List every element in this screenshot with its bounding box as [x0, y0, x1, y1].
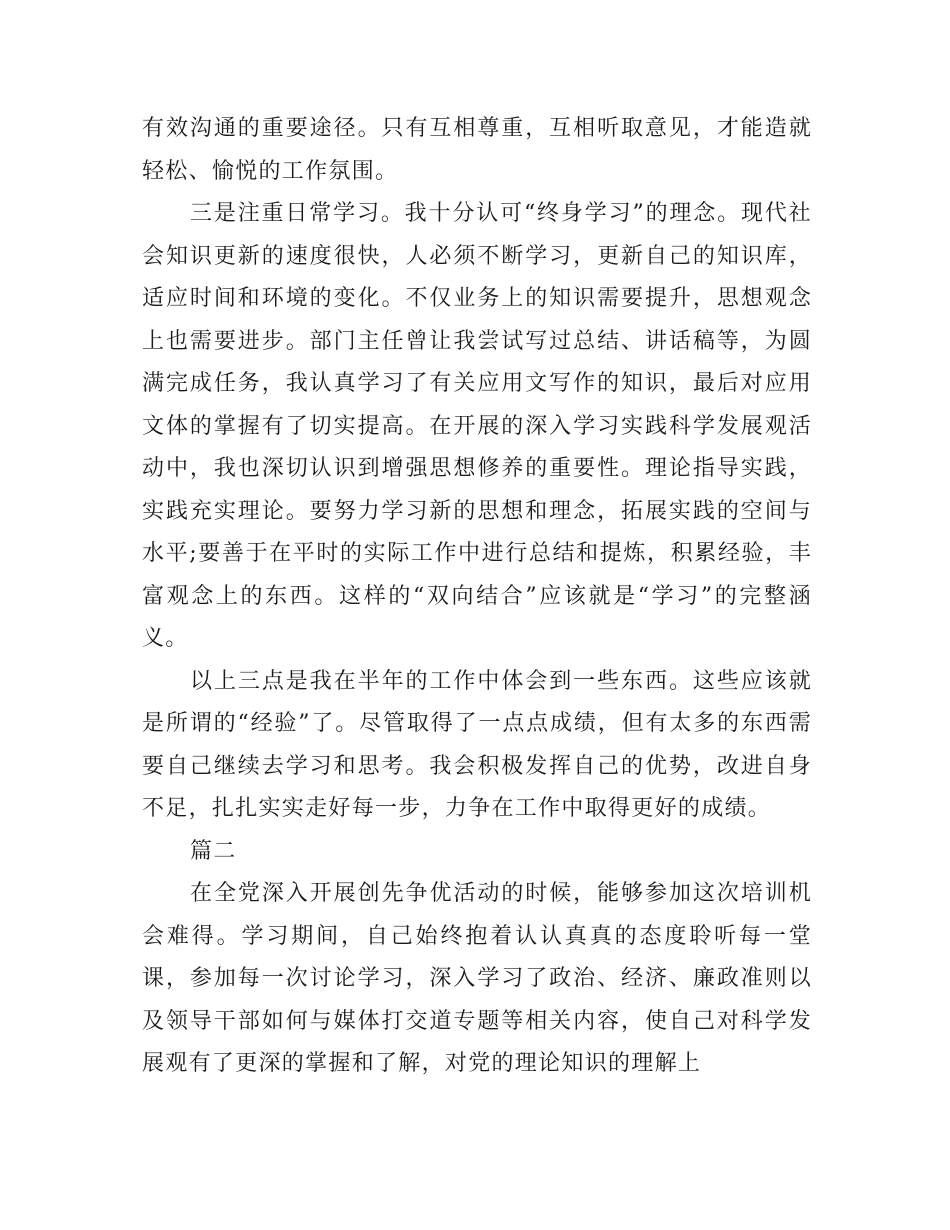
paragraph-daily-learning: 三是注重日常学习。我十分认可“终身学习”的理念。现代社会知识更新的速度很快，人必须不断学习，更新自己的知识库，适应时间和环境的变化。不仅业务上的知识需要提升，思想观念上也需要进步。部门主任曾让我尝试写过总结、讲话稿等，为圆满完成任务，我认真学习了有关应用文写作的知识，最后对应用文体的掌握有了切实提高。在开展的深入学习实践科学发展观活动中，我也深切认识到增强思想修养的重要性。理论指导实践，实践充实理论。要努力学习新的思想和理念，拓展实践的空间与水平;要善于在平时的实际工作中进行总结和提炼，积累经验，丰富观念上的东西。这样的“双向结合”应该就是“学习”的完整涵义。: [142, 201, 812, 651]
document-body: [142, 108, 812, 1086]
paragraph-continuation: 有效沟通的重要途径。只有互相尊重，互相听取意见，才能造就轻松、愉悦的工作氛围。: [142, 116, 812, 184]
paragraph-summary: 以上三点是我在半年的工作中体会到一些东西。这些应该就是所谓的“经验”了。尽管取得了一点点成绩，但有太多的东西需要自己继续去学习和思考。我会积极发挥自己的优势，改进自身不足，扎扎实实走好每一步，力争在工作中取得更好的成绩。: [142, 668, 812, 821]
section-heading: 篇二: [190, 838, 237, 864]
paragraph-training: 在全党深入开展创先争优活动的时候，能够参加这次培训机会难得。学习期间，自己始终抱着认认真真的态度聆听每一堂课，参加每一次讨论学习，深入学习了政治、经济、廉政准则以及领导干部如何与媒体打交道专题等相关内容，使自己对科学发展观有了更深的掌握和了解，对党的理论知识的理解上: [142, 881, 812, 1076]
